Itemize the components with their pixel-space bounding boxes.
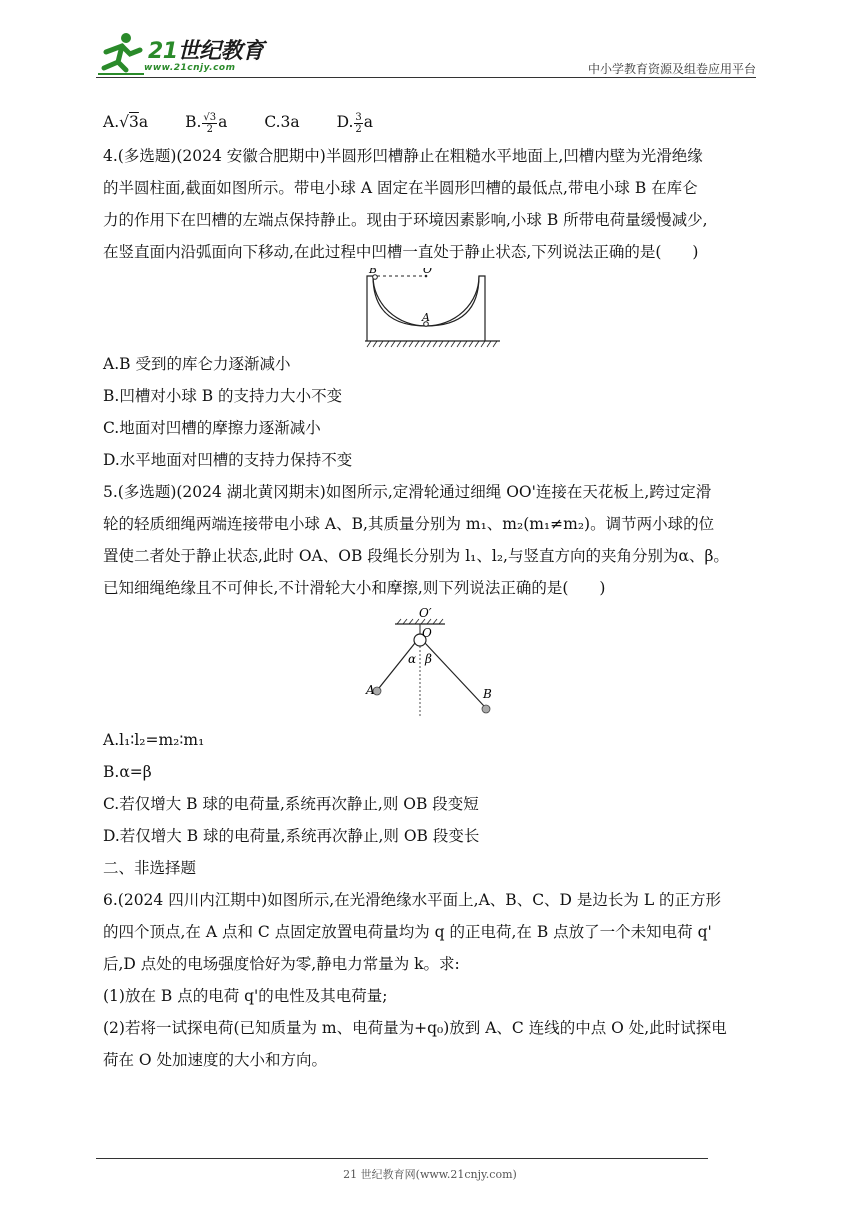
q4-stem-line: 在竖直面内沿弧面向下移动,在此过程中凹槽一直处于静止状态,下列说法正确的是( ) <box>103 243 699 261</box>
label-o: O <box>423 268 433 276</box>
page-content <box>103 104 763 1076</box>
q6-stem-line: 6.(2024 四川内江期中)如图所示,在光滑绝缘水平面上,A、B、C、D 是边长为 L 的正方形 <box>103 891 722 909</box>
label-b: B <box>483 687 492 701</box>
q3-option-c: C.3a <box>264 113 300 131</box>
q3-options <box>103 104 763 140</box>
half-groove-diagram <box>103 268 763 356</box>
q4-option-a: A.B 受到的库仑力逐渐减小 <box>103 355 291 373</box>
q3-option-a: A.√3a <box>103 113 149 131</box>
q5-stem-line: 5.(多选题)(2024 湖北黄冈期末)如图所示,定滑轮通过细绳 OO'连接在天花板上,跨过定滑 <box>103 483 712 501</box>
ball-b <box>482 705 490 713</box>
q6-subquestion-2-cont: 荷在 O 处加速度的大小和方向。 <box>103 1051 328 1069</box>
q6-stem-line: 后,D 点处的电场强度恰好为零,静电力常量为 k。求: <box>103 955 460 973</box>
q5-option-b: B.α=β <box>103 763 152 781</box>
q4-figure <box>103 268 763 356</box>
label-a: A <box>422 311 430 324</box>
label-beta: β <box>425 652 432 666</box>
label-a: A <box>366 683 375 697</box>
pulley-diagram <box>103 604 763 724</box>
q5-option-d: D.若仅增大 B 球的电荷量,系统再次静止,则 OB 段变长 <box>103 827 480 845</box>
q6-stem-line: 的四个顶点,在 A 点和 C 点固定放置电荷量均为 q 的正电荷,在 B 点放了一个未知电荷 q' <box>103 923 712 941</box>
page-header <box>96 30 756 80</box>
footer-divider <box>96 1158 708 1159</box>
label-o: O <box>422 626 432 640</box>
q4-option-c: C.地面对凹槽的摩擦力逐渐减小 <box>103 419 321 437</box>
q5-figure <box>103 604 763 724</box>
label-b: B <box>369 268 378 276</box>
page-footer: 21 世纪教育网(www.21cnjy.com) <box>343 1168 517 1181</box>
q5-option-c: C.若仅增大 B 球的电荷量,系统再次静止,则 OB 段变短 <box>103 795 479 813</box>
logo <box>96 30 266 80</box>
q5-stem-line: 已知细绳绝缘且不可伸长,不计滑轮大小和摩擦,则下列说法正确的是( ) <box>103 579 606 597</box>
q4-stem-line: 的半圆柱面,截面如图所示。带电小球 A 固定在半圆形凹槽的最低点,带电小球 B 在库仑 <box>103 179 698 197</box>
q3-option-b: B. $\frac{√3}{2}$ a <box>185 111 228 135</box>
logo-url: www.21cnjy.com <box>144 63 236 73</box>
runner-logo-icon <box>96 30 148 76</box>
q5-stem-line: 轮的轻质细绳两端连接带电小球 A、B,其质量分别为 m₁、m₂(m₁≠m₂)。调节两小球的位 <box>103 515 715 533</box>
label-o-prime: O′ <box>419 606 432 620</box>
platform-name: 中小学教育资源及组卷应用平台 <box>587 62 756 76</box>
q5-stem-line: 置使二者处于静止状态,此时 OA、OB 段绳长分别为 l₁、l₂,与竖直方向的夹角分别为α、β。 <box>103 547 729 565</box>
q4-option-d: D.水平地面对凹槽的支持力保持不变 <box>103 451 353 469</box>
q6-subquestion-2: (2)若将一试探电荷(已知质量为 m、电荷量为+q₀)放到 A、C 连线的中点 O 处,此时试探电 <box>103 1019 727 1037</box>
q4-stem-line: 力的作用下在凹槽的左端点保持静止。现由于环境因素影响,小球 B 所带电荷量缓慢减少, <box>103 211 708 229</box>
label-alpha: α <box>408 652 417 666</box>
q4-stem-line: 4.(多选题)(2024 安徽合肥期中)半圆形凹槽静止在粗糙水平地面上,凹槽内壁为光滑绝缘 <box>103 147 703 165</box>
q3-option-d: D. $\frac{3}{2}$ a <box>336 111 374 135</box>
q5-option-a: A.l₁∶l₂=m₂∶m₁ <box>103 731 205 749</box>
section-heading: 二、非选择题 <box>103 859 197 877</box>
logo-text: 21世纪教育 <box>148 39 264 64</box>
q4-option-b: B.凹槽对小球 B 的支持力大小不变 <box>103 387 343 405</box>
q6-subquestion-1: (1)放在 B 点的电荷 q'的电性及其电荷量; <box>103 987 388 1005</box>
header-divider <box>96 77 756 78</box>
